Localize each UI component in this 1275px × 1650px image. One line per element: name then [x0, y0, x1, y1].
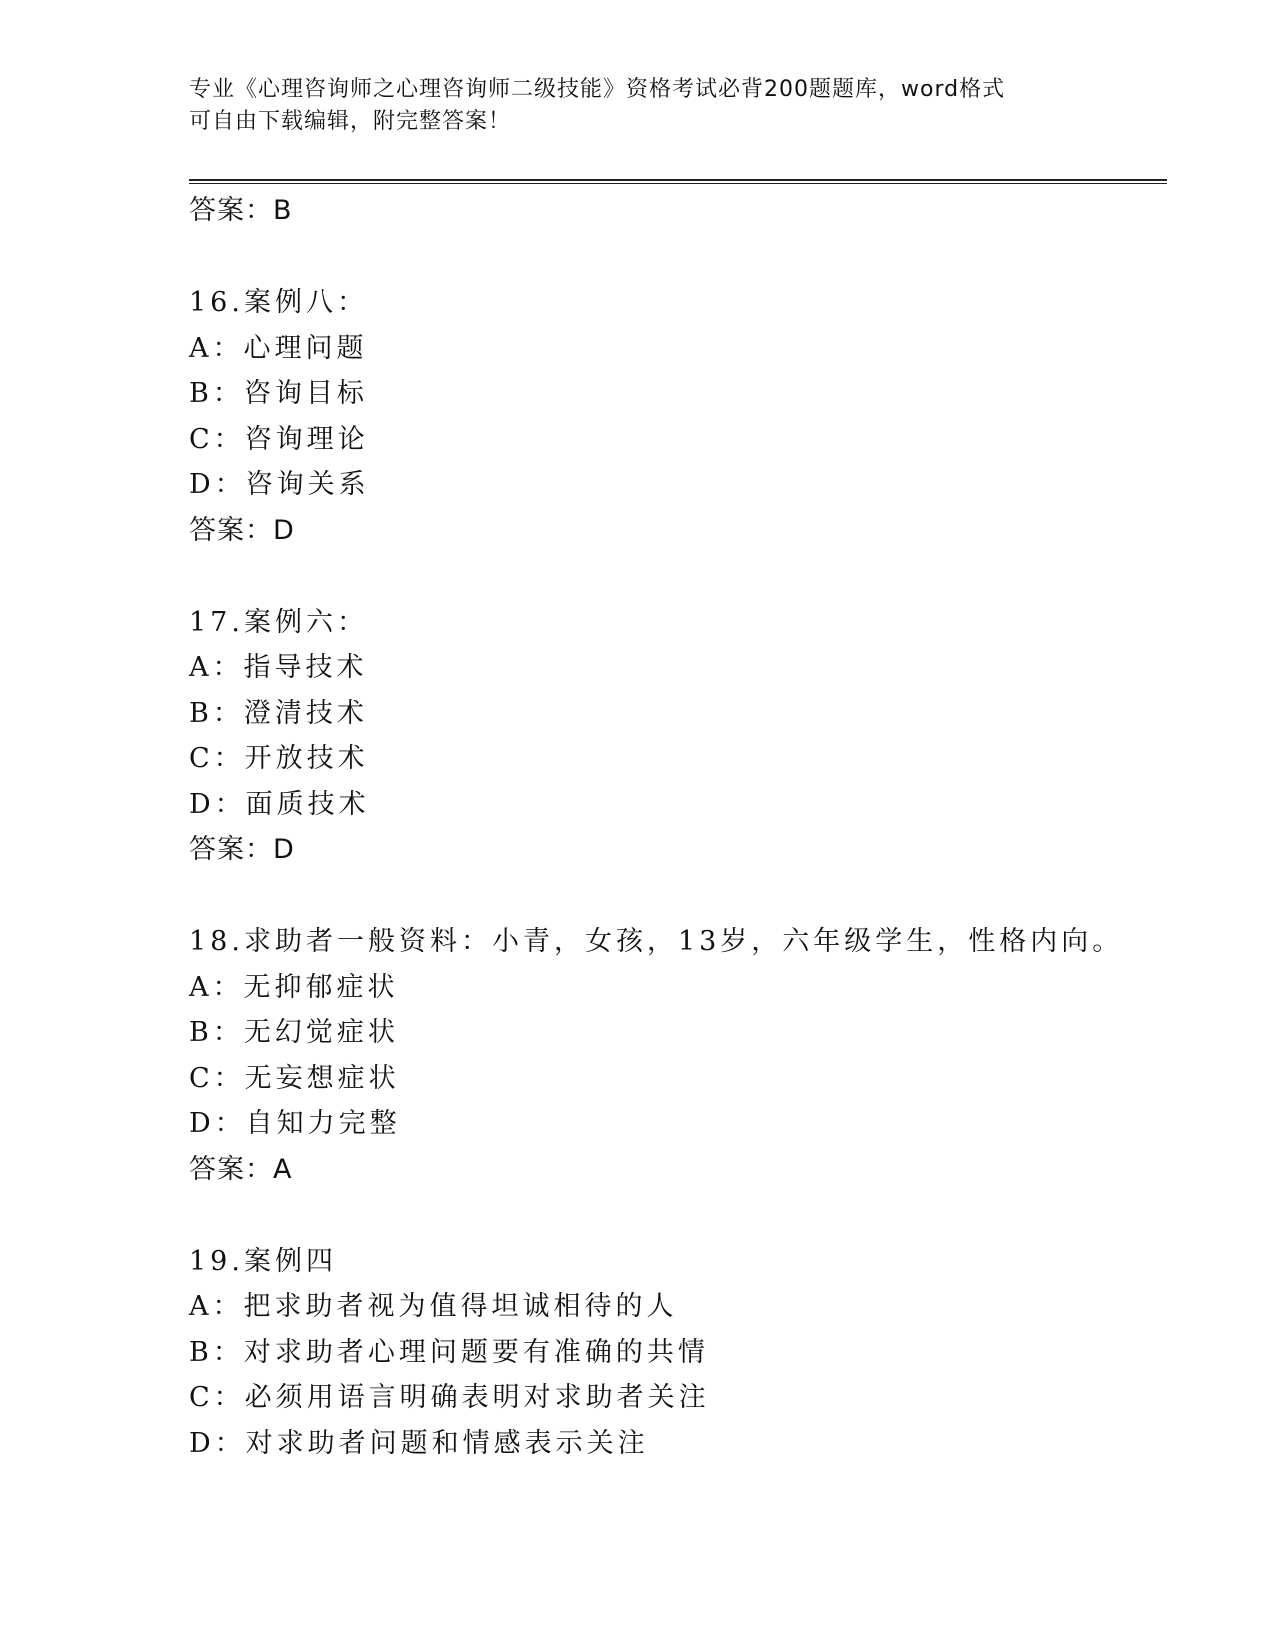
- answer-label: 答案：: [189, 514, 273, 546]
- option-b: B：无幻觉症状: [189, 1017, 399, 1048]
- answer-line: [189, 188, 1169, 233]
- answer-value: A: [273, 1153, 293, 1185]
- question-block: [189, 600, 1169, 873]
- header-title-line-1: 专业《心理咨询师之心理咨询师二级技能》资格考试必背200题题库，word格式: [189, 77, 1006, 102]
- answer-label: 答案：: [189, 195, 273, 226]
- question-block: [189, 280, 1169, 553]
- question-list: [189, 188, 1169, 1466]
- spacer: [189, 233, 1169, 280]
- header-title-line-2: 可自由下载编辑，附完整答案！: [189, 109, 512, 134]
- spacer: [189, 1192, 1169, 1239]
- option-b: B：对求助者心理问题要有准确的共情: [189, 1336, 709, 1368]
- answer-line: [189, 827, 1169, 872]
- option-d: D：面质技术: [189, 788, 370, 820]
- question-block: [189, 919, 1169, 1192]
- option-a: A：把求助者视为值得坦诚相待的人: [189, 1291, 678, 1322]
- option-c: C：无妄想症状: [189, 1062, 400, 1094]
- option-d: D：对求助者问题和情感表示关注: [189, 1427, 649, 1459]
- option-c: C：必须用语言明确表明对求助者关注: [189, 1382, 710, 1413]
- option-b: B：咨询目标: [189, 378, 368, 409]
- question-stem: 19.案例四: [189, 1245, 337, 1277]
- answer-value: B: [273, 195, 293, 226]
- question-stem: 16.案例八：: [189, 287, 368, 318]
- answer-value: D: [273, 514, 295, 546]
- answer-line: [189, 1147, 1169, 1192]
- option-d: D：自知力完整: [189, 1108, 401, 1139]
- question-stem: 18.求助者一般资料：小青，女孩，13岁，六年级学生，性格内向。: [189, 926, 1124, 957]
- option-b: B：澄清技术: [189, 697, 368, 729]
- question-stem: 17.案例六：: [189, 606, 368, 638]
- option-c: C：咨询理论: [189, 423, 369, 455]
- spacer: [189, 553, 1169, 600]
- answer-line: [189, 508, 1169, 553]
- spacer: [189, 872, 1169, 919]
- answer-label: 答案：: [189, 1153, 273, 1185]
- option-a: A：指导技术: [189, 652, 368, 683]
- option-a: A：心理问题: [189, 332, 368, 364]
- option-d: D：咨询关系: [189, 469, 370, 500]
- answer-value: D: [273, 834, 295, 865]
- answer-label: 答案：: [189, 834, 273, 865]
- header-divider: [189, 179, 1167, 184]
- option-a: A：无抑郁症状: [189, 971, 399, 1003]
- option-c: C：开放技术: [189, 743, 369, 774]
- question-block: [189, 1239, 1169, 1467]
- document-header: [189, 74, 1079, 138]
